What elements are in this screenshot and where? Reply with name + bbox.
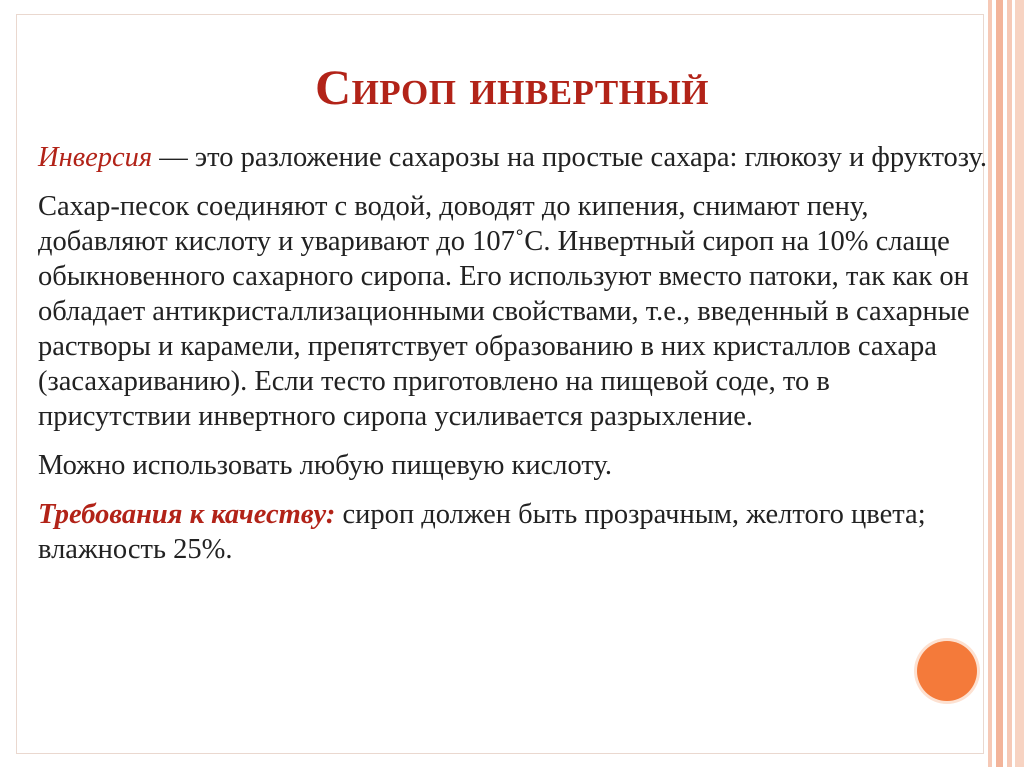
paragraph-quality — [38, 497, 988, 567]
paragraph-inversion — [38, 140, 988, 175]
decorative-circle — [917, 641, 977, 701]
term-quality-requirements: Требования к качеству: — [38, 499, 336, 530]
paragraph-method — [38, 189, 988, 434]
paragraph-acid — [38, 448, 988, 483]
paragraph-text: Можно использовать любую пищевую кислоту. — [38, 450, 612, 481]
slide-body — [38, 140, 988, 581]
paragraph-text: Сахар-песок соединяют с водой, доводят до кипения, снимают пену, добавляют кислоту и уваривают до 107˚С. Инвертный сироп на 10% слаще обыкновенного сахарного сиропа. Его используют вместо патоки, так как он обладает антикристаллизационными свойствами, т.е., введенный в сахарные растворы и карамели, препятствует образованию в них кристаллов сахара (засахариванию). Если тесто приготовлено на пищевой соде, то в присутствии инвертного сиропа усиливается разрыхление. — [38, 191, 970, 432]
term-inversion: Инверсия — [38, 142, 153, 173]
paragraph-text: — это разложение сахарозы на простые сахара: глюкозу и фруктозу. — [152, 142, 987, 173]
slide-title: Сироп инвертный — [314, 59, 710, 115]
paragraph-text: сироп должен быть прозрачным, желтого цвета; влажность 25%. — [38, 499, 926, 565]
